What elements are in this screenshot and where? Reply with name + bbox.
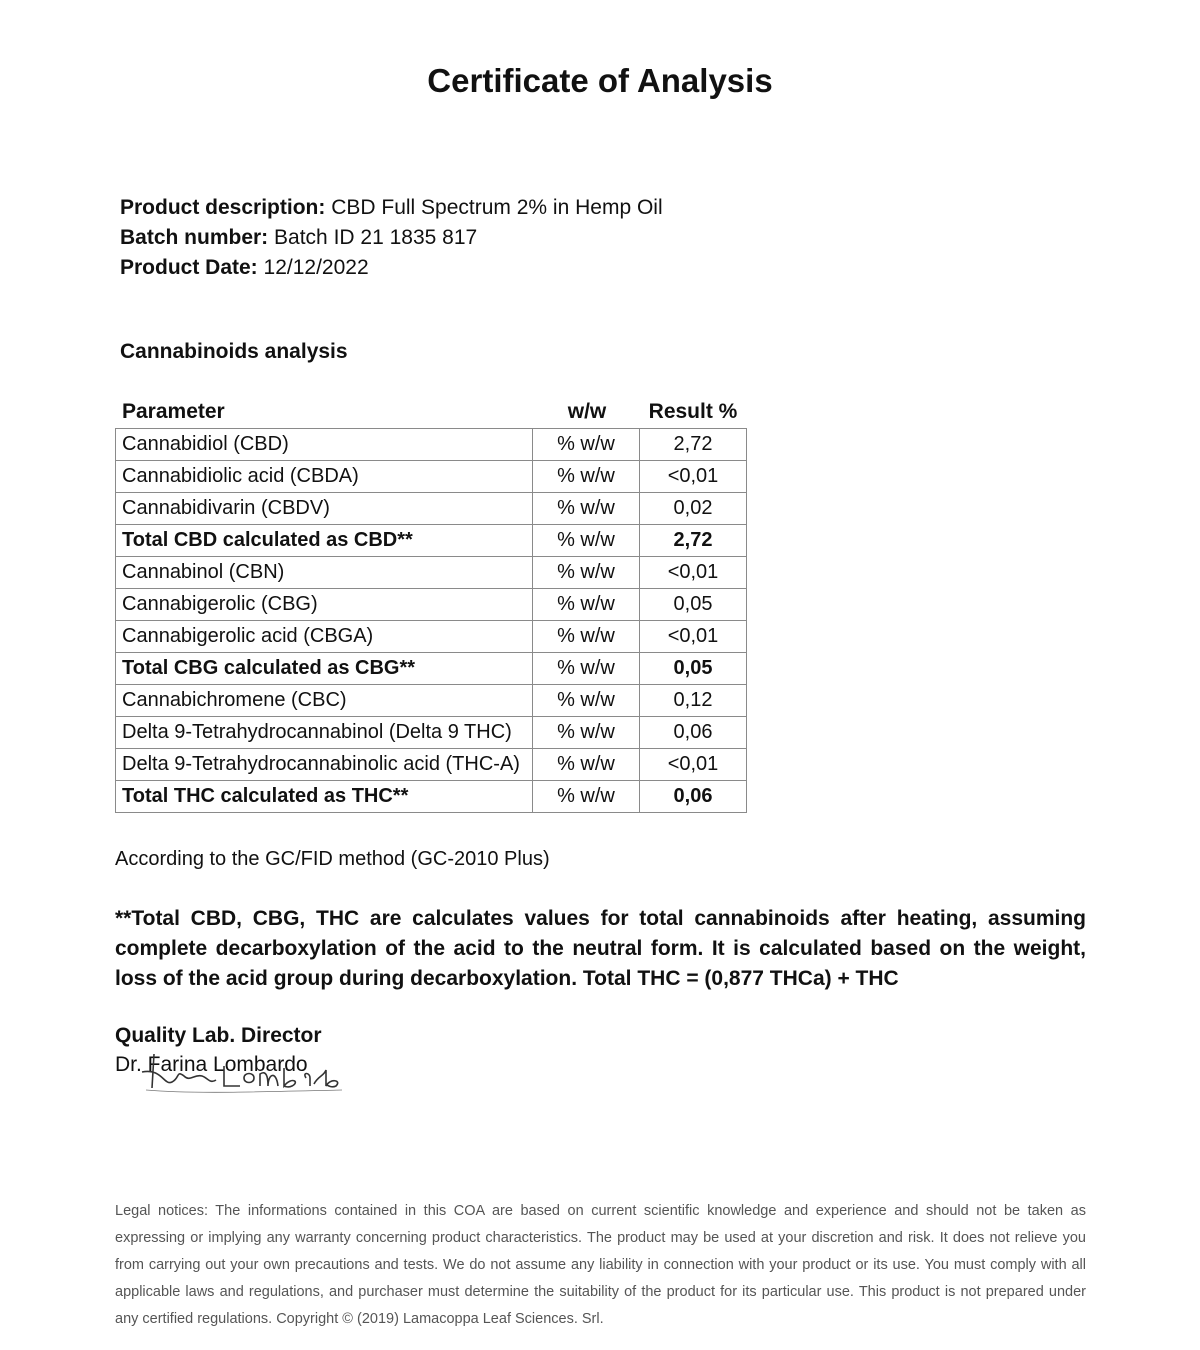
unit-cell: % w/w	[533, 749, 640, 781]
parameter-cell: Total CBD calculated as CBD**	[116, 525, 533, 557]
table-row	[116, 685, 747, 717]
unit-cell: % w/w	[533, 621, 640, 653]
director-title: Quality Lab. Director	[115, 1024, 322, 1047]
product-description-label: Product description:	[120, 196, 326, 219]
table-body	[116, 429, 747, 813]
batch-number-label: Batch number:	[120, 226, 269, 249]
header-parameter: Parameter	[122, 400, 225, 423]
signature-image	[132, 1046, 357, 1102]
table-row	[116, 589, 747, 621]
method-note: According to the GC/FID method (GC-2010 Plus)	[115, 848, 550, 870]
unit-cell: % w/w	[533, 685, 640, 717]
unit-cell: % w/w	[533, 653, 640, 685]
product-description	[120, 196, 663, 220]
result-cell: 2,72	[640, 525, 747, 557]
table-row	[116, 557, 747, 589]
result-cell: 0,12	[640, 685, 747, 717]
result-cell: 0,05	[640, 589, 747, 621]
table-row	[116, 461, 747, 493]
product-description-value: CBD Full Spectrum 2% in Hemp Oil	[331, 196, 663, 219]
document-title: Certificate of Analysis	[427, 62, 773, 99]
table-row	[116, 653, 747, 685]
legal-notice: Legal notices: The informations contained in this COA are based on current scientific knowledge and experience and should not be taken as expressing or implying any warranty concerning product characteristics. The product may be used at your discretion and risk. It does not relieve you from carrying out your own precautions and tests. We do not assume any liability in connection with your product or its use. You must comply with all applicable laws and regulations, and purchaser must determine the suitability of the product for its particular use. This product is not prepared under any certified regulations. Copyright © (2019) Lamacoppa Leaf Sciences. Srl.	[115, 1203, 1086, 1327]
header-ww: w/w	[567, 400, 607, 423]
parameter-cell: Cannabigerolic (CBG)	[116, 589, 533, 621]
parameter-cell: Cannabidiolic acid (CBDA)	[116, 461, 533, 493]
director-name: Dr. Farina Lombardo	[115, 1053, 308, 1076]
unit-cell: % w/w	[533, 493, 640, 525]
parameter-cell: Cannabichromene (CBC)	[116, 685, 533, 717]
parameter-cell: Cannabigerolic acid (CBGA)	[116, 621, 533, 653]
result-cell: 0,02	[640, 493, 747, 525]
table-row	[116, 493, 747, 525]
parameter-cell: Total THC calculated as THC**	[116, 781, 533, 813]
result-cell: <0,01	[640, 461, 747, 493]
product-date	[120, 256, 369, 280]
result-cell: <0,01	[640, 557, 747, 589]
table-row	[116, 429, 747, 461]
parameter-cell: Total CBG calculated as CBG**	[116, 653, 533, 685]
result-cell: 2,72	[640, 429, 747, 461]
batch-number	[120, 226, 477, 250]
unit-cell: % w/w	[533, 461, 640, 493]
unit-cell: % w/w	[533, 525, 640, 557]
parameter-cell: Delta 9-Tetrahydrocannabinol (Delta 9 THC)	[116, 717, 533, 749]
table-row	[116, 749, 747, 781]
table-row	[116, 781, 747, 813]
product-date-label: Product Date:	[120, 256, 258, 279]
result-cell: 0,06	[640, 717, 747, 749]
parameter-cell: Cannabidiol (CBD)	[116, 429, 533, 461]
table-row	[116, 717, 747, 749]
result-cell: 0,05	[640, 653, 747, 685]
total-note: **Total CBD, CBG, THC are calculates values for total cannabinoids after heating, assuming complete decarboxylation of the acid to the neutral form. It is calculated based on the weight, loss of the acid group during decarboxylation. Total THC = (0,877 THCa) + THC	[115, 907, 1086, 990]
unit-cell: % w/w	[533, 429, 640, 461]
result-cell: <0,01	[640, 621, 747, 653]
result-cell: 0,06	[640, 781, 747, 813]
section-title: Cannabinoids analysis	[120, 340, 348, 363]
unit-cell: % w/w	[533, 557, 640, 589]
unit-cell: % w/w	[533, 717, 640, 749]
parameter-cell: Delta 9-Tetrahydrocannabinolic acid (THC-A)	[116, 749, 533, 781]
parameter-cell: Cannabinol (CBN)	[116, 557, 533, 589]
unit-cell: % w/w	[533, 589, 640, 621]
table-row	[116, 525, 747, 557]
table-header	[122, 400, 746, 428]
product-date-value: 12/12/2022	[263, 256, 369, 279]
cannabinoids-table	[115, 428, 747, 813]
header-result: Result %	[648, 400, 738, 423]
unit-cell: % w/w	[533, 781, 640, 813]
parameter-cell: Cannabidivarin (CBDV)	[116, 493, 533, 525]
batch-number-value: Batch ID 21 1835 817	[274, 226, 478, 249]
table-row	[116, 621, 747, 653]
result-cell: <0,01	[640, 749, 747, 781]
